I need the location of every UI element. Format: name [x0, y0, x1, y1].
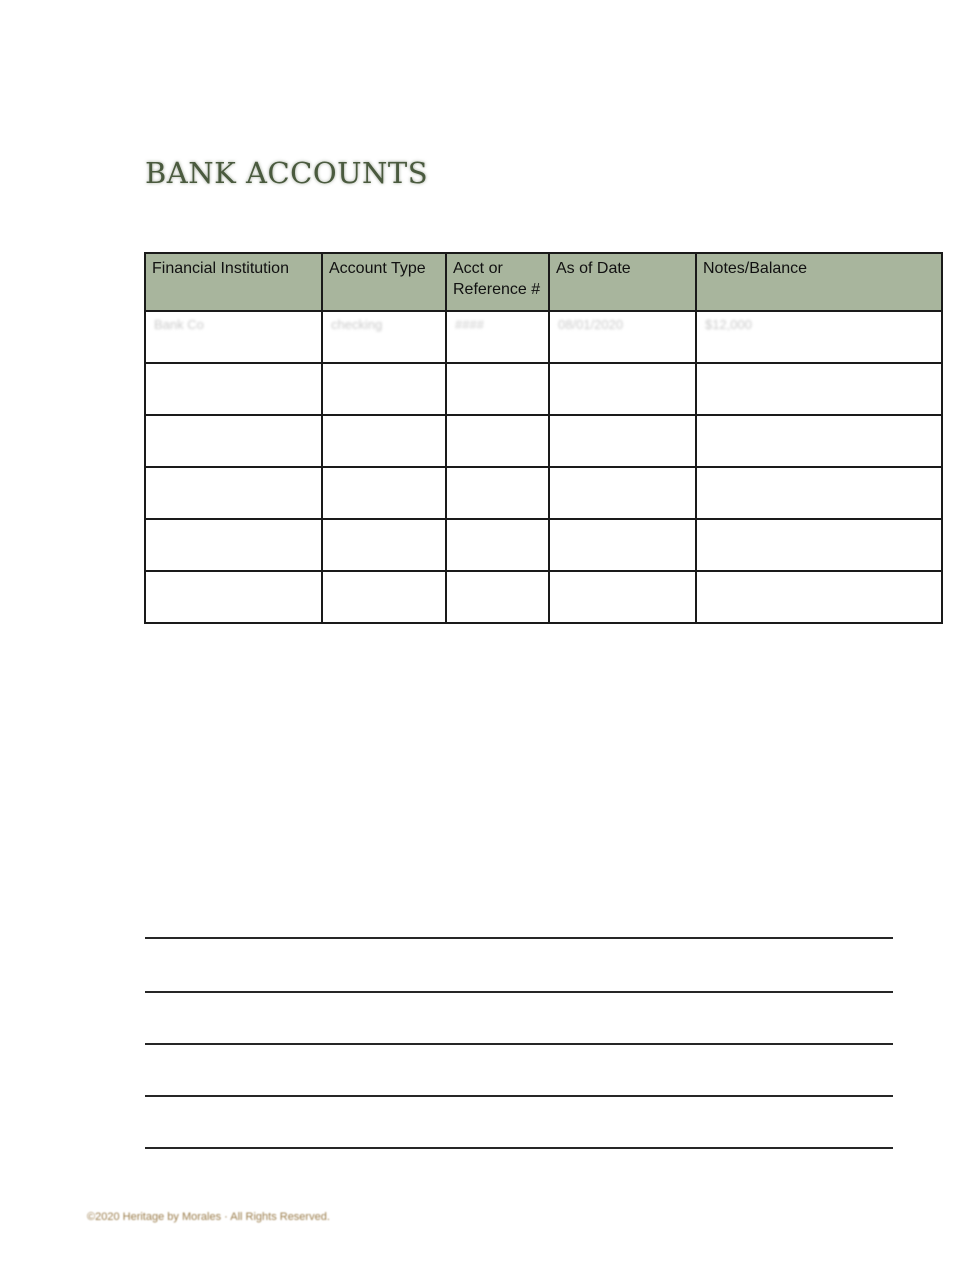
table-cell[interactable] — [696, 311, 942, 363]
table-cell[interactable] — [549, 415, 696, 467]
header-acct-reference: Acct or Reference # — [446, 253, 549, 311]
table-row — [145, 571, 942, 623]
bank-accounts-table — [144, 252, 943, 624]
table-cell[interactable] — [696, 571, 942, 623]
header-notes-balance: Notes/Balance — [696, 253, 942, 311]
table-cell[interactable] — [696, 467, 942, 519]
note-line[interactable] — [145, 1095, 893, 1097]
table-cell[interactable] — [446, 519, 549, 571]
note-line[interactable] — [145, 937, 893, 939]
copyright-footer: ©2020 Heritage by Morales · All Rights Reserved. — [87, 1211, 330, 1223]
table-cell[interactable] — [322, 415, 446, 467]
table-cell[interactable] — [446, 415, 549, 467]
table-cell[interactable] — [322, 467, 446, 519]
table-cell[interactable] — [696, 363, 942, 415]
table-cell[interactable] — [145, 467, 322, 519]
table-cell[interactable] — [549, 363, 696, 415]
header-account-type: Account Type — [322, 253, 446, 311]
page-title: BANK ACCOUNTS — [145, 156, 429, 190]
table-cell[interactable] — [549, 311, 696, 363]
note-line[interactable] — [145, 1043, 893, 1045]
table-cell[interactable] — [549, 519, 696, 571]
cell-text: #### — [455, 317, 484, 332]
header-as-of-date: As of Date — [549, 253, 696, 311]
note-line[interactable] — [145, 991, 893, 993]
table-row — [145, 519, 942, 571]
cell-text: 08/01/2020 — [558, 317, 624, 332]
header-financial-institution: Financial Institution — [145, 253, 322, 311]
table-cell[interactable] — [446, 311, 549, 363]
table-cell[interactable] — [549, 571, 696, 623]
table-cell[interactable] — [145, 311, 322, 363]
table-cell[interactable] — [446, 467, 549, 519]
table-cell[interactable] — [145, 571, 322, 623]
note-line[interactable] — [145, 1147, 893, 1149]
table-cell[interactable] — [696, 519, 942, 571]
table-row — [145, 467, 942, 519]
table-row — [145, 311, 942, 363]
table-header-row — [145, 253, 942, 311]
cell-text: $12,000 — [705, 317, 752, 332]
cell-text: checking — [331, 317, 383, 332]
table-cell[interactable] — [696, 415, 942, 467]
table-cell[interactable] — [549, 467, 696, 519]
table-cell[interactable] — [446, 363, 549, 415]
table-cell[interactable] — [446, 571, 549, 623]
cell-text: Bank Co — [154, 317, 204, 332]
table-cell[interactable] — [145, 415, 322, 467]
table-cell[interactable] — [322, 571, 446, 623]
table-cell[interactable] — [145, 363, 322, 415]
table-cell[interactable] — [322, 311, 446, 363]
table-row — [145, 363, 942, 415]
table-cell[interactable] — [145, 519, 322, 571]
table-row — [145, 415, 942, 467]
table-cell[interactable] — [322, 363, 446, 415]
table-cell[interactable] — [322, 519, 446, 571]
